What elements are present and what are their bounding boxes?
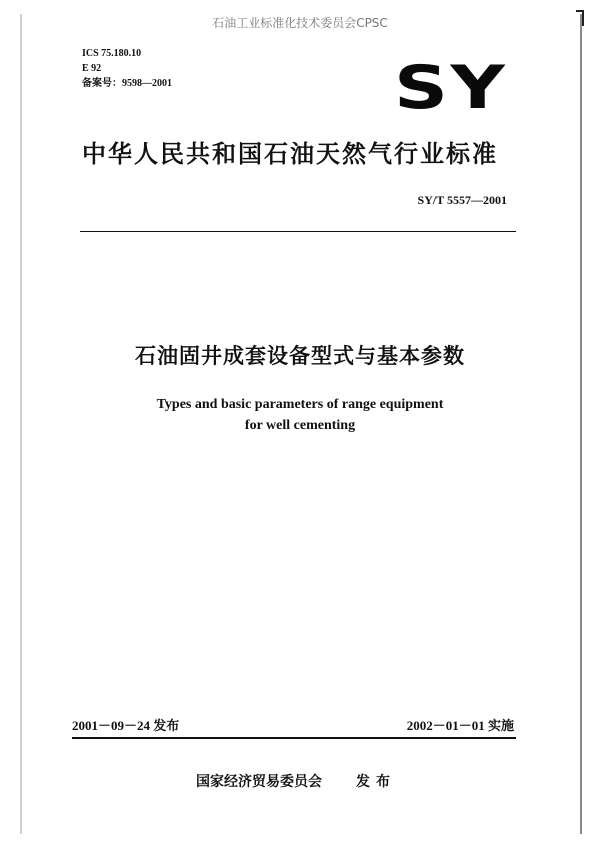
header-rule [80, 231, 516, 232]
effective-date: 2002－01－01 实施 [406, 718, 514, 733]
publish-word: 发布 [356, 774, 396, 790]
document-title-en-line2: for well cementing [244, 418, 356, 433]
standard-number: SY/T 5557—2001 [417, 193, 507, 207]
ics-code: ICS 75.180.10 [82, 48, 142, 59]
document-title-cn: 石油固井成套设备型式与基本参数 [135, 344, 465, 368]
filing-number: 备案号：9598—2001 [82, 78, 172, 89]
document-title-en [0, 394, 600, 436]
class-code: E 92 [82, 63, 102, 74]
footer-rule [72, 737, 516, 739]
standard-title: 中华人民共和国石油天然气行业标准 [82, 140, 498, 168]
classification-block [82, 46, 172, 91]
publisher: 国家经济贸易委员会 [196, 774, 322, 790]
sy-logo: SY [394, 53, 508, 123]
issue-date: 2001－09－24 发布 [72, 718, 180, 733]
watermark: 石油工业标准化技术委员会CPSC [212, 16, 388, 30]
document-title-en-line1: Types and basic parameters of range equipment [156, 397, 444, 412]
